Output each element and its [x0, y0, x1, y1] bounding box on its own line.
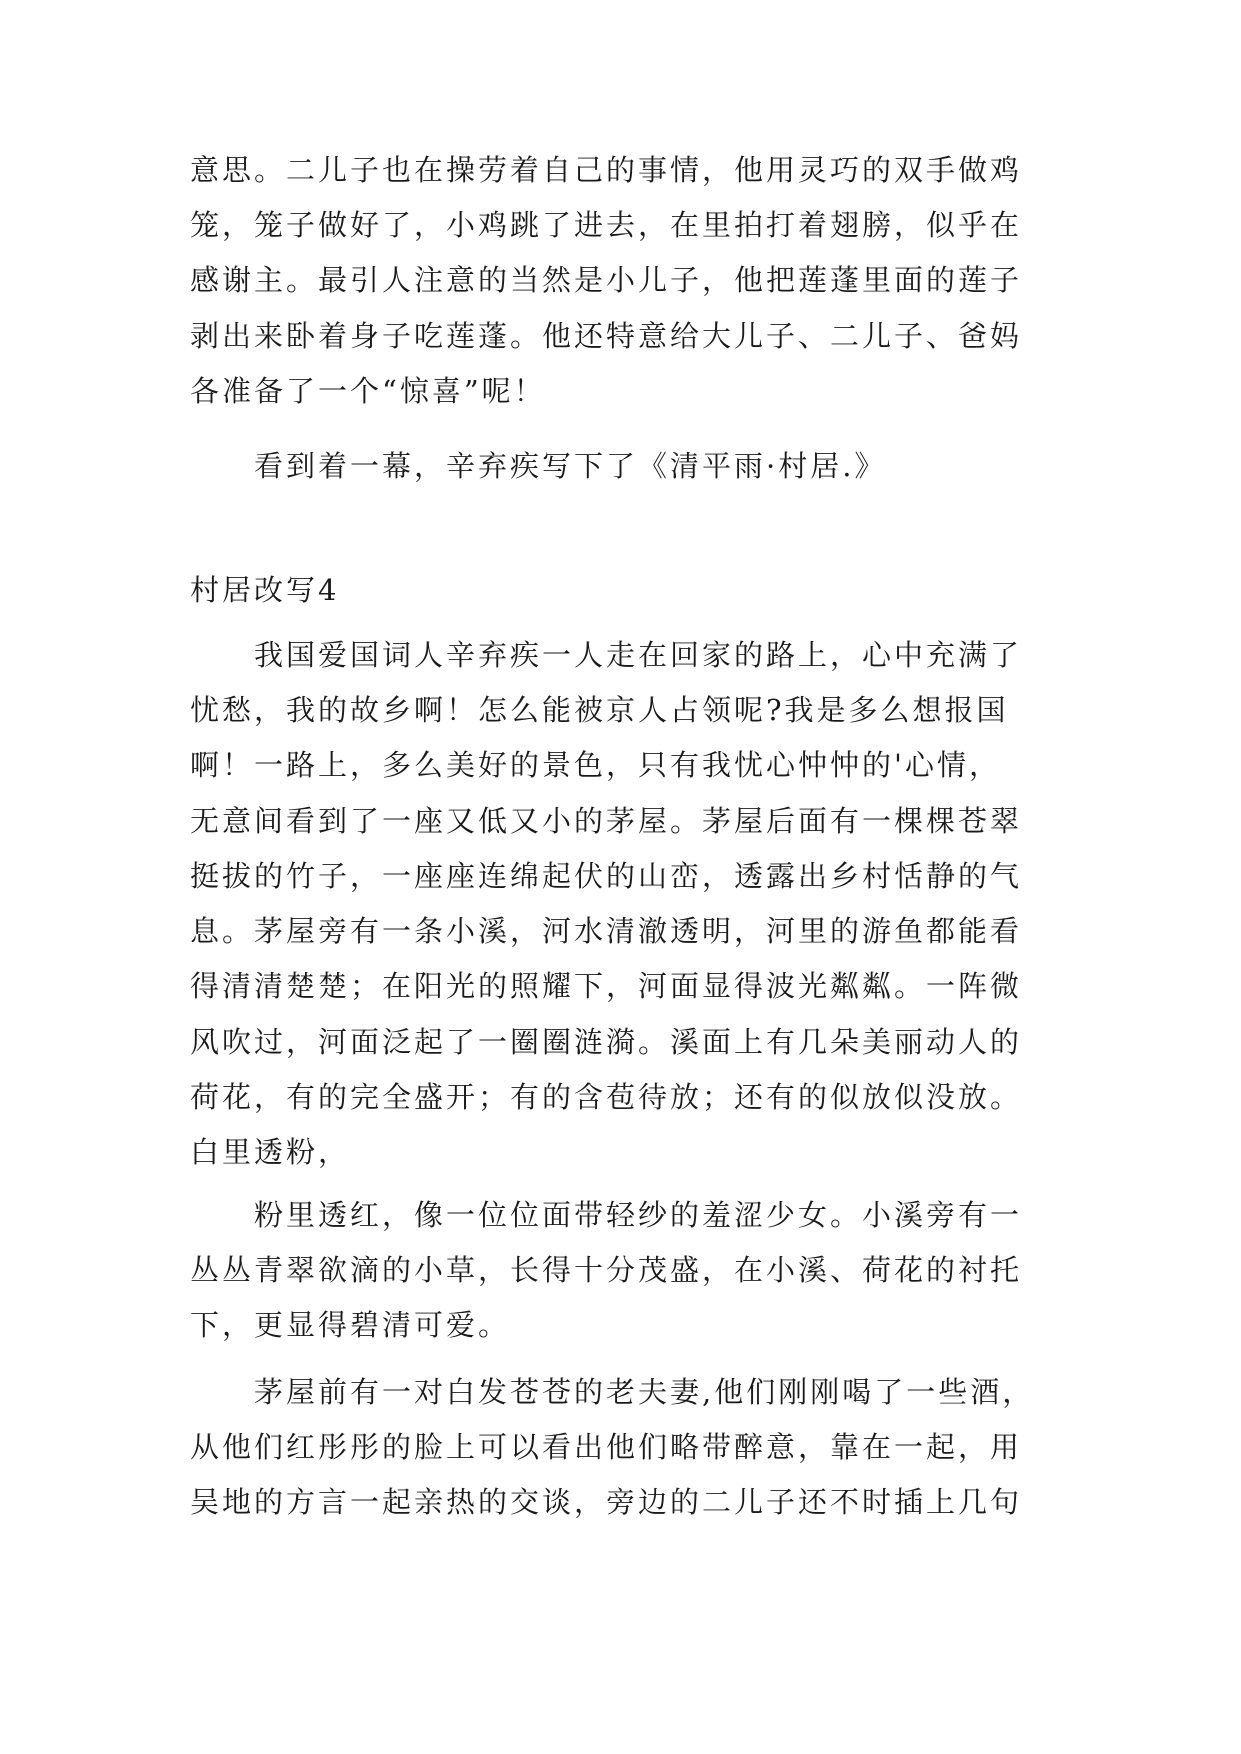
paragraph-line: 各准备了一个“惊喜”呢！ — [190, 374, 546, 408]
paragraph-line: 下，更显得碧清可爱。 — [190, 1308, 511, 1342]
section-title: 村居改写4 — [190, 573, 340, 607]
paragraph-line: 从他们红彤彤的脸上可以看出他们略带醉意，靠在一起，用 — [190, 1430, 1023, 1464]
paragraph-line: 剥出来卧着身子吃莲蓬。他还特意给大儿子、二儿子、爸妈 — [190, 319, 1023, 353]
paragraph-line: 息。茅屋旁有一条小溪，河水清澈透明，河里的游鱼都能看 — [190, 914, 1023, 948]
paragraph-line: 茅屋前有一对白发苍苍的老夫妻,他们刚刚喝了一些酒， — [254, 1375, 1035, 1409]
paragraph-line: 看到着一幕，辛弃疾写下了《清平雨·村居.》 — [254, 449, 887, 483]
paragraph-line: 粉里透红，像一位位面带轻纱的羞涩少女。小溪旁有一 — [254, 1198, 1023, 1232]
paragraph-line: 丛丛青翠欲滴的小草，长得十分茂盛，在小溪、荷花的衬托 — [190, 1253, 1023, 1287]
paragraph-line: 我国爱国词人辛弃疾一人走在回家的路上，心中充满了 — [254, 638, 1023, 672]
paragraph-line: 风吹过，河面泛起了一圈圈涟漪。溪面上有几朵美丽动人的 — [190, 1025, 1023, 1059]
paragraph-line: 得清清楚楚；在阳光的照耀下，河面显得波光粼粼。一阵微 — [190, 969, 1023, 1003]
paragraph-line: 笼，笼子做好了，小鸡跳了进去，在里拍打着翅膀，似乎在 — [190, 208, 1023, 242]
paragraph-line: 啊！一路上，多么美好的景色，只有我忧心忡忡的'心情， — [190, 748, 1001, 782]
paragraph-line: 吴地的方言一起亲热的交谈，旁边的二儿子还不时插上几句 — [190, 1485, 1023, 1519]
paragraph-line: 荷花，有的完全盛开；有的含苞待放；还有的似放似没放。 — [190, 1080, 1023, 1114]
paragraph-line: 忧愁，我的故乡啊！怎么能被京人占领呢?我是多么想报国 — [190, 693, 1009, 727]
paragraph-line: 意思。二儿子也在操劳着自己的事情，他用灵巧的双手做鸡 — [190, 153, 1023, 187]
paragraph-line: 挺拔的竹子，一座座连绵起伏的山峦，透露出乡村恬静的气 — [190, 859, 1023, 893]
paragraph-line: 无意间看到了一座又低又小的茅屋。茅屋后面有一棵棵苍翠 — [190, 804, 1023, 838]
paragraph-line: 白里透粉， — [190, 1135, 351, 1169]
paragraph-line: 感谢主。最引人注意的当然是小儿子，他把莲蓬里面的莲子 — [190, 263, 1023, 297]
